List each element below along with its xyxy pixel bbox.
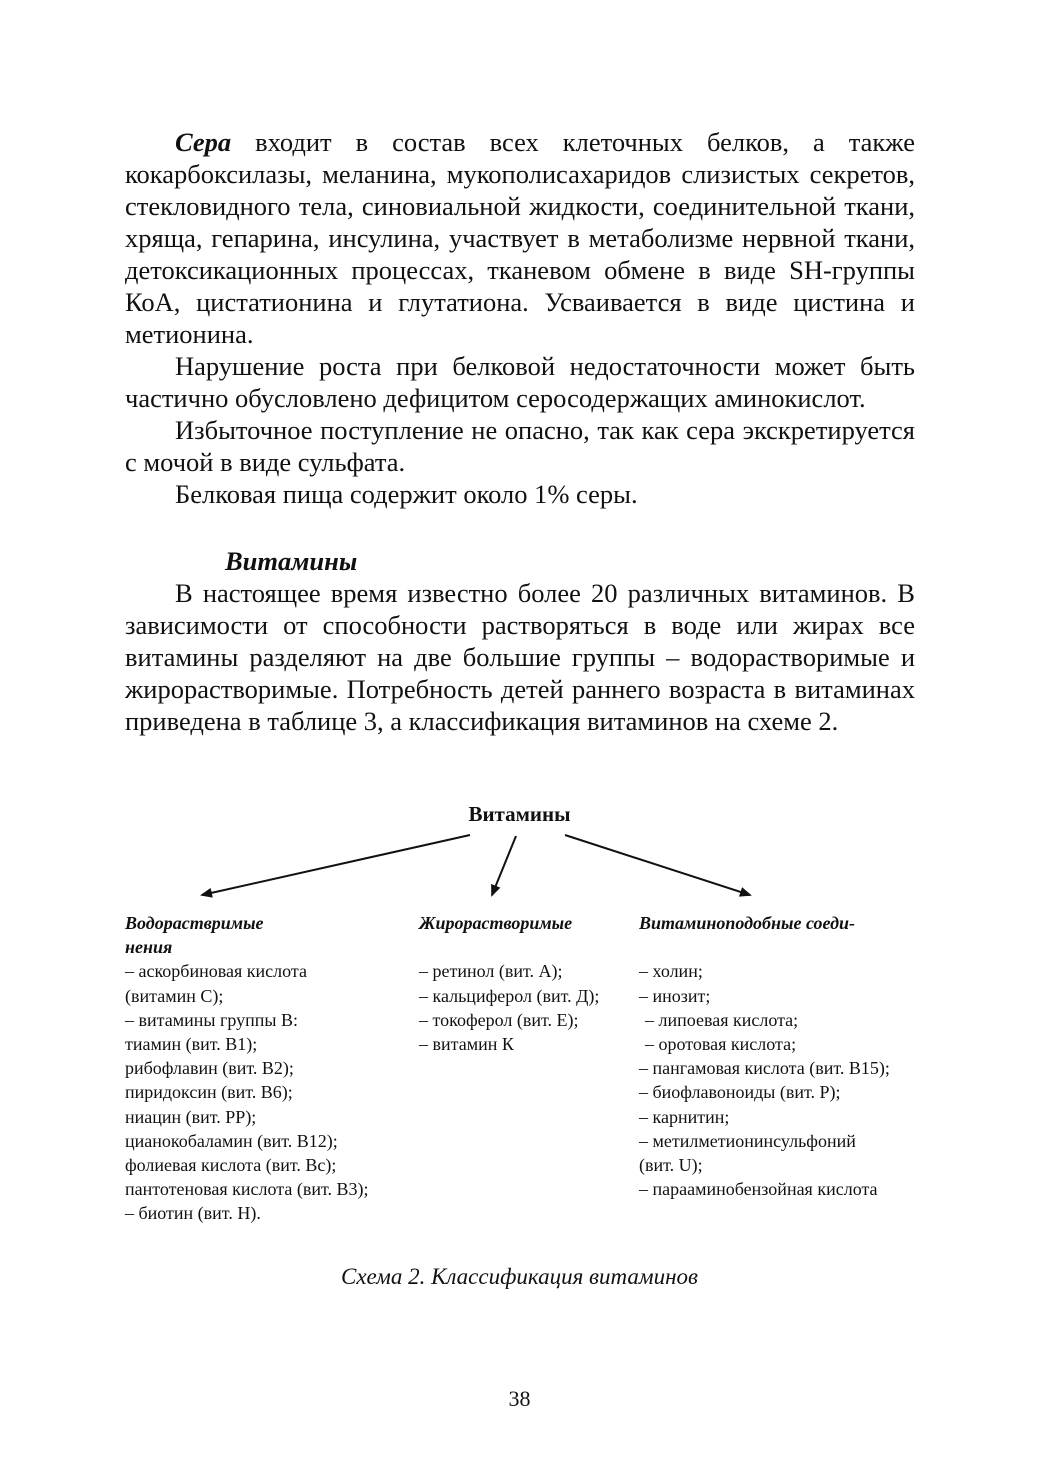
list-item: – токоферол (вит. Е);	[419, 1009, 579, 1030]
sulfur-paragraph-2: Нарушение роста при белковой недостаточности может быть частично обусловлено дефицитом серосодержащих аминокислот.	[125, 351, 915, 413]
sulfur-lead-word: Сера	[175, 127, 232, 157]
list-item: – холин;	[639, 961, 703, 982]
list-item: (вит. U);	[639, 1155, 703, 1176]
column-fat-soluble	[419, 911, 639, 1056]
list-item: – карнитин;	[639, 1106, 730, 1127]
list-item: – пангамовая кислота (вит. В15);	[639, 1058, 890, 1079]
page-number: 38	[508, 1386, 531, 1411]
list-item: – ретинол (вит. А);	[419, 961, 563, 982]
vitamins-heading: Витамины	[225, 546, 358, 576]
list-item: – оротовая кислота;	[645, 1034, 797, 1055]
list-item: – инозит;	[639, 985, 711, 1006]
fat-soluble-title: Жирорастворимые	[419, 913, 573, 933]
water-soluble-title-line2: нения	[125, 937, 173, 958]
arrow-to-fat-soluble	[492, 836, 516, 895]
list-item: ниацин (вит. РР);	[125, 1106, 257, 1127]
list-item: – витамины группы В:	[125, 1009, 298, 1030]
list-item: (витамин С);	[125, 985, 224, 1006]
vitamin-like-title: Витаминоподобные соеди-	[639, 913, 856, 933]
list-item: рибофлавин (вит. В2);	[125, 1058, 294, 1079]
diagram-title: Витамины	[468, 802, 571, 826]
list-item: – аскорбиновая кислота	[125, 961, 307, 982]
fat-soluble-title-spacer	[419, 935, 639, 959]
list-item: пантотеновая кислота (вит. В3);	[125, 1179, 369, 1200]
arrow-to-vitamin-like	[565, 835, 750, 895]
water-soluble-title: Водораствримые	[125, 913, 264, 933]
list-item: фолиевая кислота (вит. Вс);	[125, 1155, 337, 1176]
list-item: тиамин (вит. В1);	[125, 1034, 258, 1055]
list-item: – биотин (вит. Н).	[125, 1203, 261, 1224]
list-item: – биофлавоноиды (вит. Р);	[639, 1082, 841, 1103]
sulfur-paragraph-3: Избыточное поступление не опасно, так как сера экскретируется с мочой в виде сульфата.	[125, 415, 915, 477]
list-item: – липоевая кислота;	[645, 1009, 799, 1030]
list-item: цианокобаламин (вит. В12);	[125, 1130, 338, 1151]
sulfur-paragraph-1-text: входит в состав всех клеточных белков, а также кокарбоксилазы, меланина, мукополисахаридов слизистых секретов, стекловидного тела, синовиальной жидкости, соединительной ткани, хряща, гепарина, инсулина, участвует в метаболизме нервной ткани, детоксикационных процессах, тканевом обмене в виде SH-группы КоА, цистатионина и глутатиона. Усваивается в виде цистина и метионина.	[125, 127, 915, 349]
list-item: – кальциферол (вит. Д);	[419, 985, 600, 1006]
sulfur-paragraph-4: Белковая пища содержит около 1% серы.	[175, 479, 638, 509]
list-item: – метилметионинсульфоний	[639, 1130, 856, 1151]
arrow-to-water-soluble	[202, 835, 470, 895]
list-item: пиридоксин (вит. В6);	[125, 1082, 293, 1103]
column-vitamin-like	[639, 911, 939, 1201]
list-item: – парааминобензойная кислота	[639, 1179, 878, 1200]
list-item: – витамин К	[419, 1034, 514, 1055]
vitamins-paragraph: В настоящее время известно более 20 различных витаминов. В зависимости от способности растворяться в воде или жирах все витамины разделяют на две большие группы – водорастворимые и жирорастворимые. Потребность детей раннего возраста в витаминах приведена в таблице 3, а классификация витаминов на схеме 2.	[125, 578, 915, 736]
column-water-soluble	[125, 911, 425, 1226]
figure-caption: Схема 2. Классификация витаминов	[340, 1264, 699, 1289]
vitamin-like-title-spacer	[639, 935, 939, 959]
